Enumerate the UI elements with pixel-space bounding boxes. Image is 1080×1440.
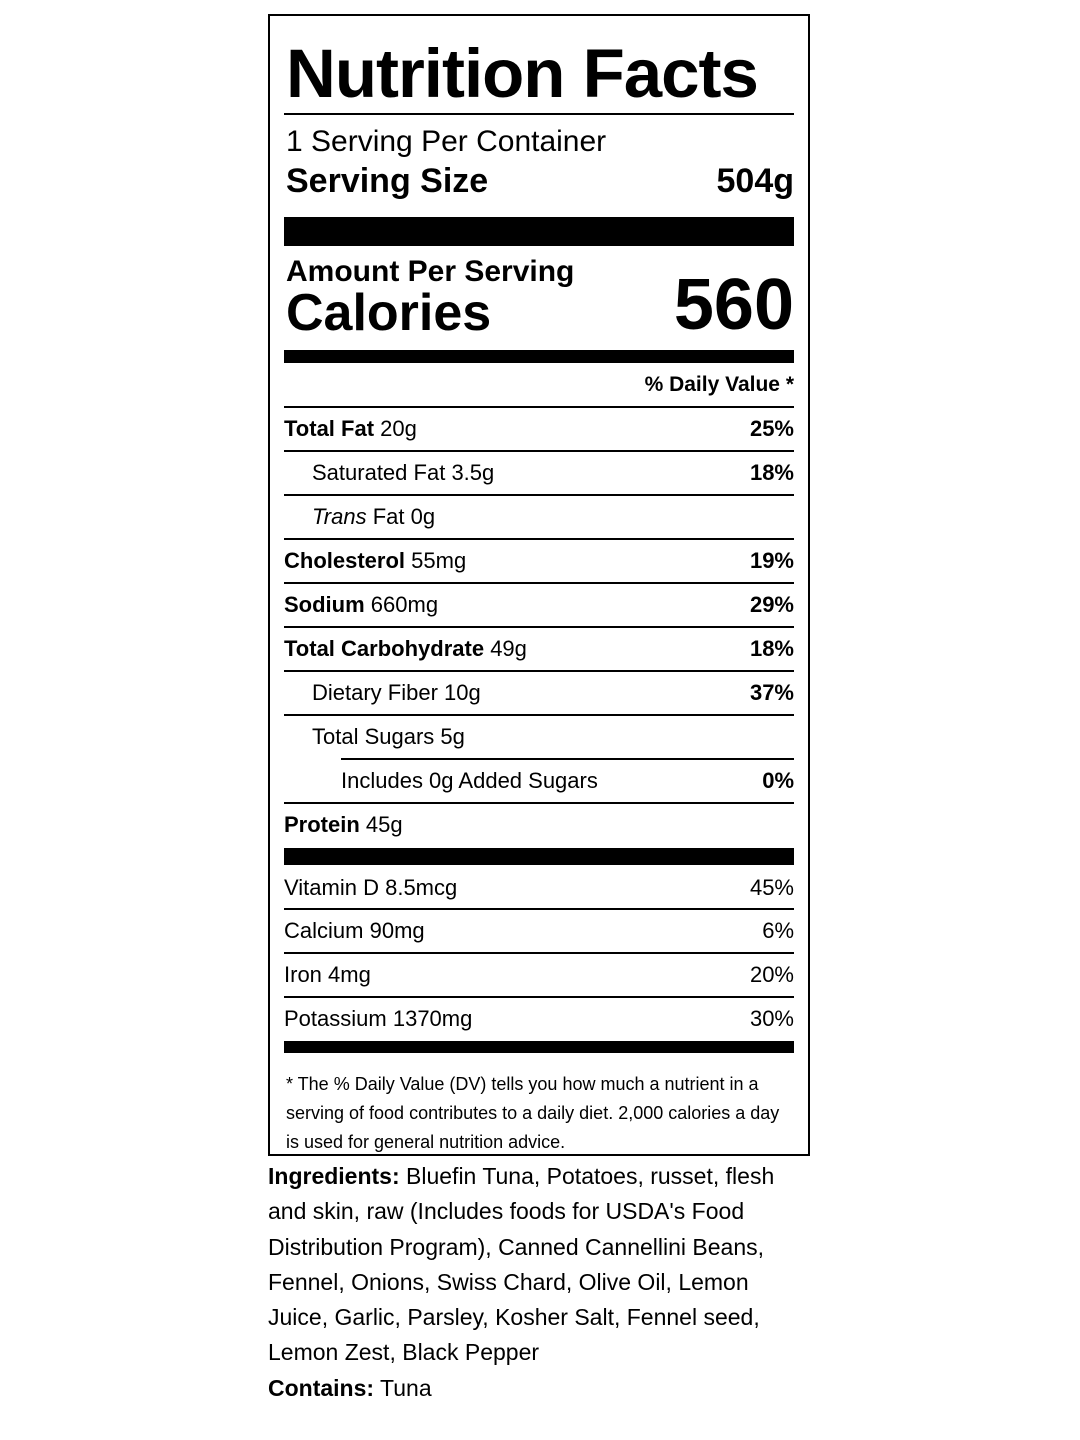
title-divider <box>284 113 794 115</box>
vitamin-name: Potassium <box>284 1006 387 1031</box>
nutrient-dv: 29% <box>749 592 794 617</box>
nutrient-row-total-sugars <box>284 714 794 758</box>
nutrient-name: Total Carbohydrate <box>284 636 485 661</box>
thick-divider-top <box>284 217 794 246</box>
nutrient-amount: 0g <box>410 504 436 529</box>
nutrient-dv: 18% <box>749 460 794 485</box>
calories-label: Calories <box>286 284 492 342</box>
vitamin-dv: 30% <box>749 1006 794 1031</box>
amount-per-serving: Amount Per Serving <box>286 255 575 288</box>
nutrient-row-cholesterol <box>284 538 794 582</box>
daily-value-header: % Daily Value * <box>644 373 794 396</box>
contains-label: Contains: <box>268 1374 375 1401</box>
nutrient-name: Dietary Fiber <box>312 680 438 705</box>
vitamin-row-potassium <box>284 996 794 1040</box>
serving-size-value: 504g <box>716 162 794 200</box>
nutrient-name: Sodium <box>284 592 365 617</box>
ingredients-label: Ingredients: <box>268 1163 400 1189</box>
vitamin-amount: 4mg <box>328 962 371 987</box>
nutrient-row-sodium <box>284 582 794 626</box>
nutrient-row-total-fat <box>284 406 794 450</box>
daily-value-footnote: * The % Daily Value (DV) tells you how much a nutrient in a serving of food contributes to a daily diet. 2,000 calories a day is used for general nutrition advice. <box>286 1074 780 1152</box>
vitamin-amount: 8.5mcg <box>385 875 458 900</box>
serving-size-row <box>286 161 794 201</box>
vitamin-amount: 1370mg <box>392 1006 473 1031</box>
nutrient-dv: 37% <box>749 680 794 705</box>
nutrient-name: Cholesterol <box>284 548 406 573</box>
vitamin-name: Vitamin D <box>284 875 379 900</box>
servings-per-container: 1 Serving Per Container <box>286 125 607 158</box>
vitamin-name: Calcium <box>284 918 364 943</box>
nutrient-amount: 55mg <box>411 548 467 573</box>
ingredients-statement <box>268 1159 813 1371</box>
label-title: Nutrition Facts <box>286 35 758 112</box>
nutrient-amount: 3.5g <box>451 460 495 485</box>
nutrient-name: Protein <box>284 812 360 837</box>
nutrient-row-dietary-fiber <box>284 670 794 714</box>
vitamin-dv: 45% <box>749 875 794 900</box>
vitamin-row-iron <box>284 952 794 996</box>
nutrient-row-total-carbohydrate <box>284 626 794 670</box>
nutrient-name: Includes 0g Added Sugars <box>341 768 598 793</box>
nutrient-amount: 45g <box>365 812 403 837</box>
nutrient-row-trans-fat <box>284 494 794 538</box>
nutrient-dv: 18% <box>749 636 794 661</box>
nutrient-row-protein <box>284 802 794 846</box>
vitamin-amount: 90mg <box>369 918 425 943</box>
thick-divider-vitamins <box>284 848 794 865</box>
nutrient-name: Trans <box>312 504 367 529</box>
thick-divider-footnote <box>284 1041 794 1053</box>
nutrient-amount: 5g <box>440 724 465 749</box>
nutrient-row-saturated-fat <box>284 450 794 494</box>
nutrient-name: Total Fat <box>284 416 375 441</box>
ingredients-block <box>268 1159 813 1406</box>
nutrient-amount: 10g <box>444 680 481 705</box>
vitamin-row-vitamin-d <box>284 866 794 910</box>
contains-text: Tuna <box>380 1374 432 1401</box>
thick-divider-calories <box>284 350 794 363</box>
nutrient-dv: 25% <box>749 416 794 441</box>
serving-size-label: Serving Size <box>286 162 489 200</box>
nutrient-amount: 49g <box>490 636 527 661</box>
nutrient-dv: 0% <box>762 768 794 793</box>
vitamin-name: Iron <box>284 962 322 987</box>
nutrient-name-suffix: Fat <box>372 504 405 529</box>
vitamin-dv: 6% <box>762 918 794 943</box>
nutrient-name: Total Sugars <box>312 724 435 749</box>
nutrient-dv: 19% <box>749 548 794 573</box>
nutrient-amount: 660mg <box>370 592 439 617</box>
vitamin-dv: 20% <box>749 962 794 987</box>
nutrient-row-added-sugars <box>341 758 794 802</box>
calories-value: 560 <box>673 265 794 345</box>
contains-statement <box>268 1371 813 1406</box>
ingredients-text: Bluefin Tuna, Potatoes, russet, flesh and skin, raw (Includes foods for USDA's Food Distribution Program), Canned Cannellini Beans, Fennel, Onions, Swiss Chard, Olive Oil, Lemon Juice, Garlic, Parsley, Kosher Salt, Fennel seed, Lemon Zest, Black Pepper <box>268 1163 775 1366</box>
vitamin-row-calcium <box>284 908 794 952</box>
nutrient-name: Saturated Fat <box>312 460 446 485</box>
nutrition-facts-label <box>268 14 810 1156</box>
nutrient-amount: 20g <box>380 416 417 441</box>
